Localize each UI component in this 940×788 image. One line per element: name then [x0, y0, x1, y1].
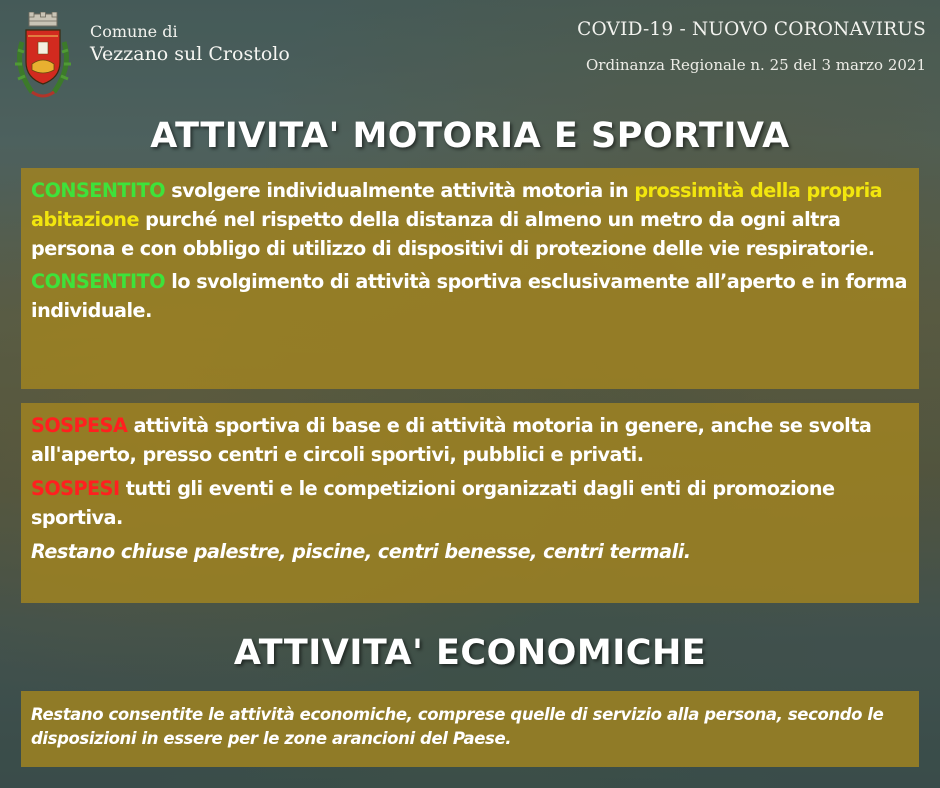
municipal-crest-icon	[12, 12, 74, 110]
comune-label: Comune di	[90, 22, 178, 41]
paragraph-text: attività sportiva di base e di attività motoria in genere, anche se svolta all'aperto, presso centri e circoli sportivi, pubblici e privati.	[31, 414, 872, 466]
paragraph-text: purché nel rispetto della distanza di almeno un metro da ogni altra persona e con obbligo di utilizzo di dispositivi di protezione delle vie respiratorie.	[31, 208, 875, 260]
highlight-prossimita: prossimità della propria abitazione	[31, 179, 883, 231]
paragraph-economiche: Restano consentite le attività economiche, comprese quelle di servizio alla persona, secondo le disposizioni in essere per le zone arancioni del Paese.	[31, 705, 884, 748]
comune-name: Vezzano sul Crostolo	[90, 43, 290, 65]
highlight-consentito: CONSENTITO	[31, 270, 166, 293]
paragraph-sospesi	[31, 474, 909, 532]
paragraph-sospesa	[31, 411, 909, 469]
highlight-consentito: CONSENTITO	[31, 179, 166, 202]
paragraph-consentito-motoria	[31, 176, 909, 263]
paragraph-text: lo svolgimento di attività sportiva esclusivamente all’aperto e in forma individuale.	[31, 270, 907, 322]
section-title-economiche: ATTIVITA' ECONOMICHE	[233, 633, 707, 673]
paragraph-text: svolgere individualmente attività motoria in	[165, 179, 635, 202]
paragraph-chiuse: Restano chiuse palestre, piscine, centri benesse, centri termali.	[31, 540, 691, 563]
panel-sospesa	[21, 403, 919, 603]
panel-economiche	[21, 691, 919, 767]
section-title-motoria: ATTIVITA' MOTORIA E SPORTIVA	[150, 116, 790, 156]
highlight-sospesi: SOSPESI	[31, 477, 120, 500]
ordinanza-reference: Ordinanza Regionale n. 25 del 3 marzo 2021	[585, 56, 926, 74]
paragraph-text: tutti gli eventi e le competizioni organizzati dagli enti di promozione sportiva.	[31, 477, 835, 529]
paragraph-consentito-sportiva	[31, 267, 909, 325]
panel-consentito	[21, 168, 919, 389]
covid-title: COVID-19 - NUOVO CORONAVIRUS	[577, 19, 926, 40]
highlight-sospesa: SOSPESA	[31, 414, 128, 437]
